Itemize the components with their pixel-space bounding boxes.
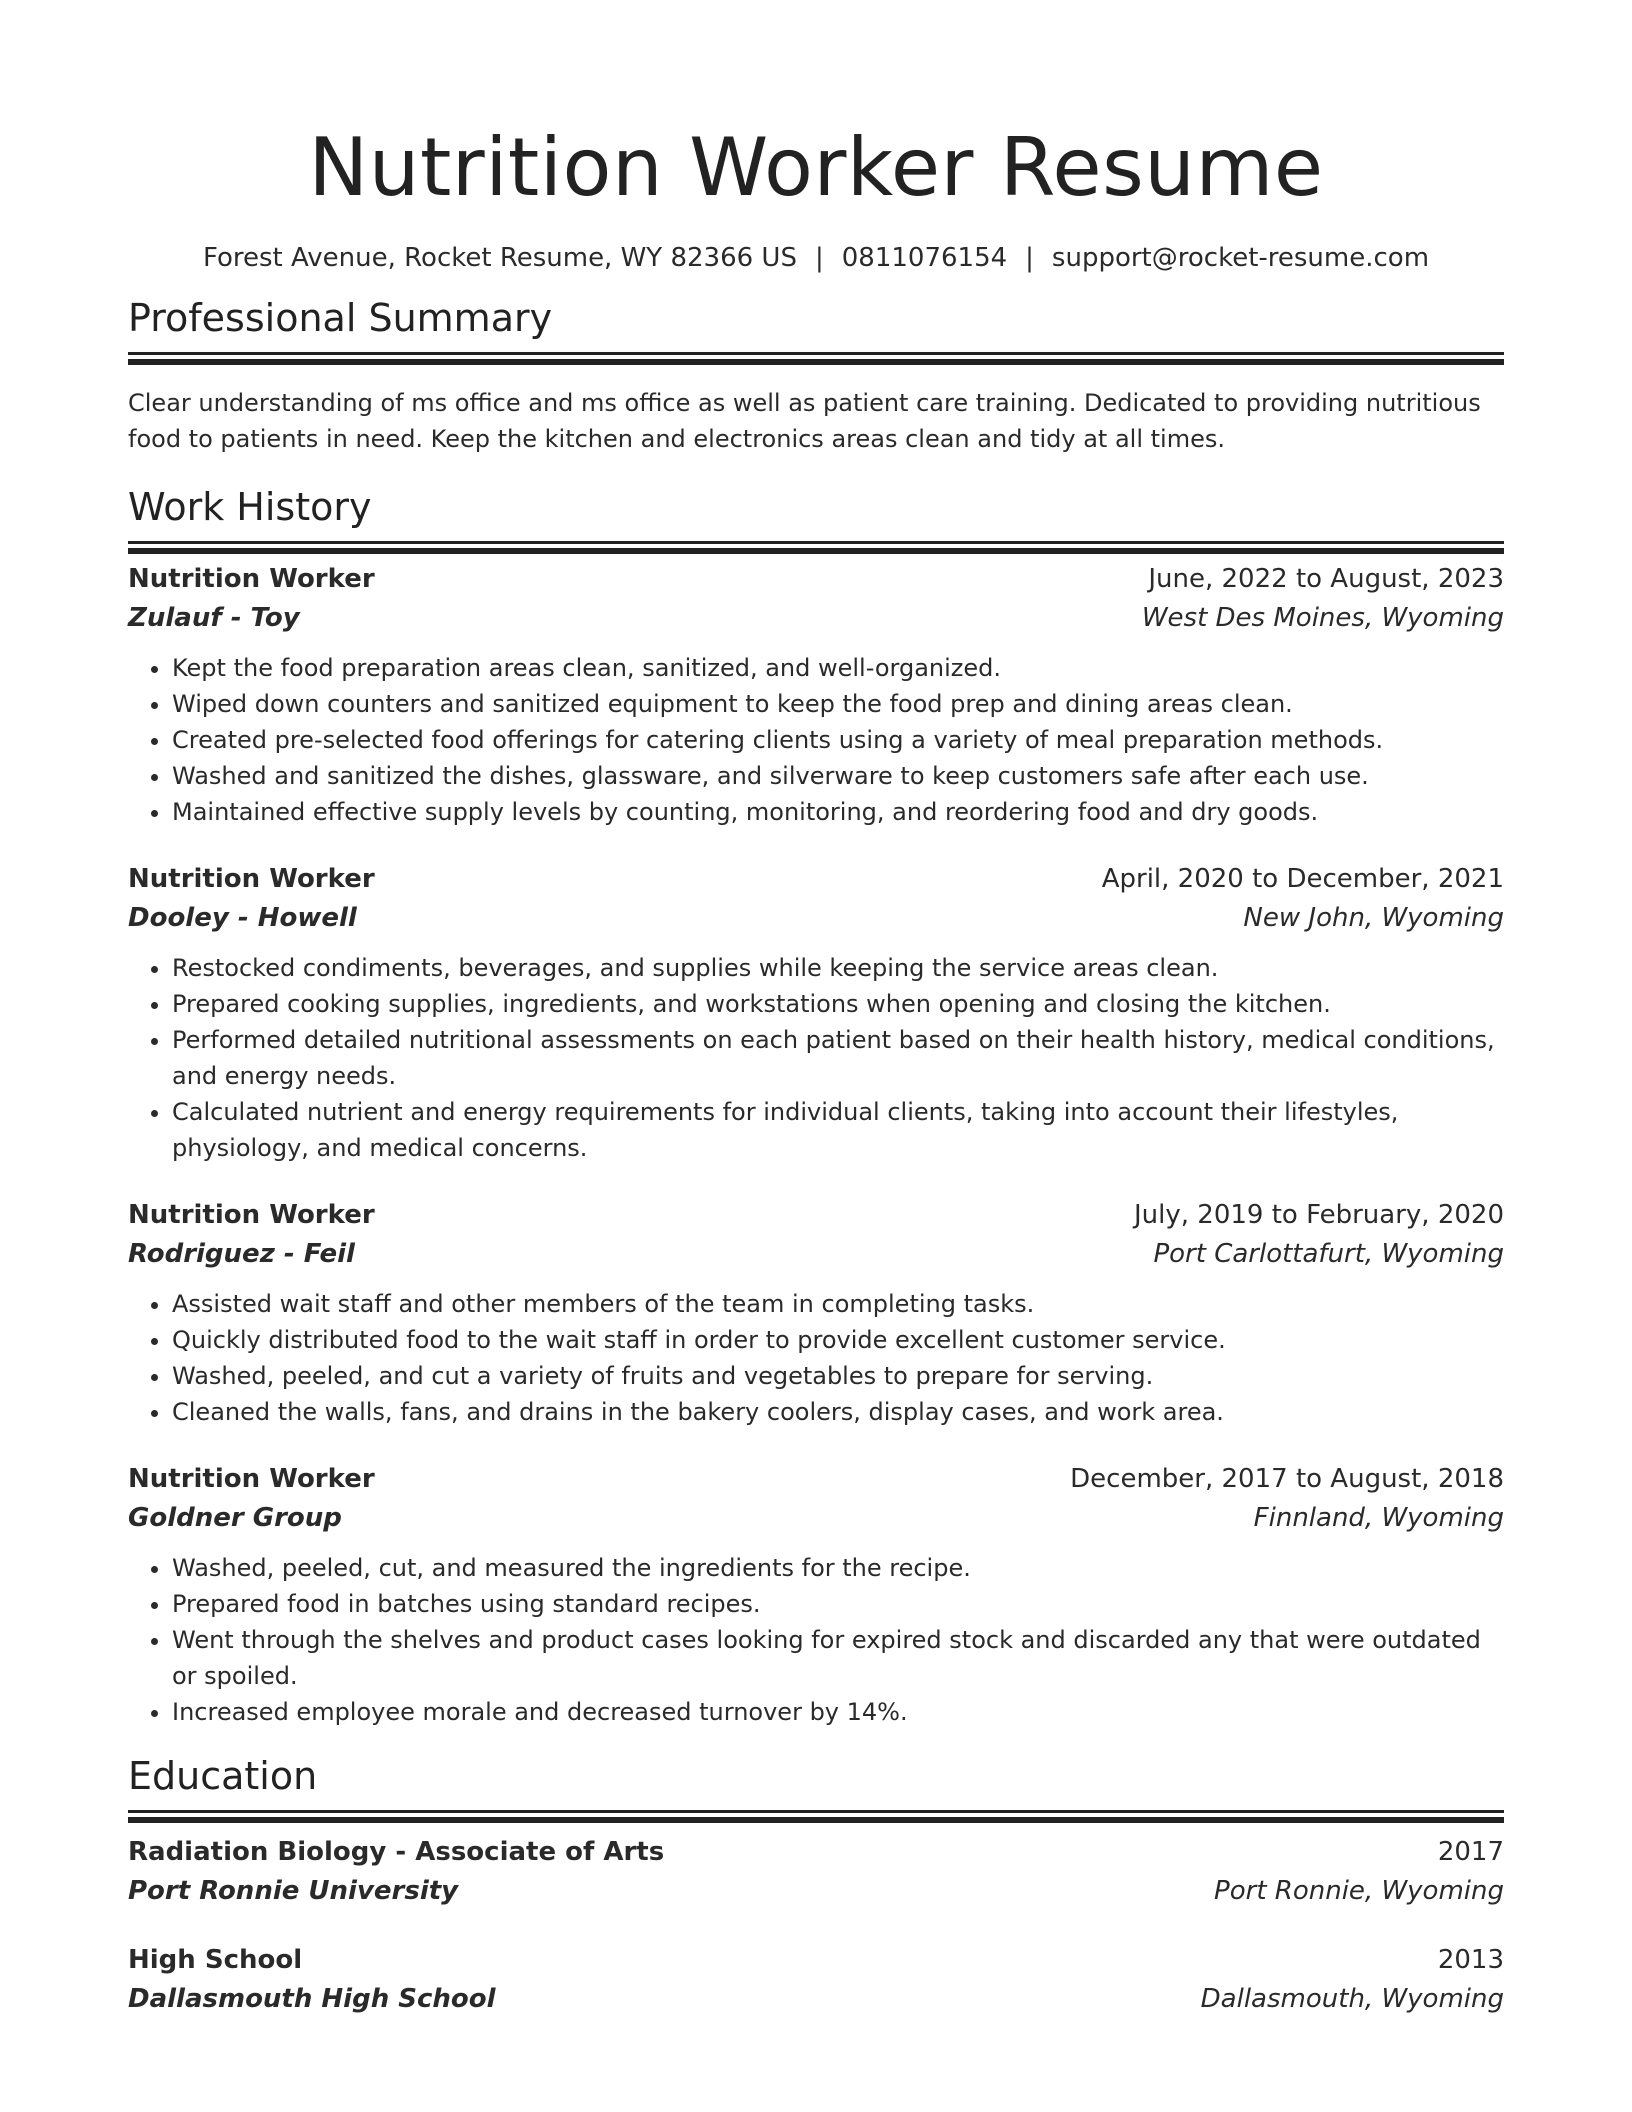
- job-location: West Des Moines, Wyoming: [1141, 603, 1504, 633]
- education-entry: [128, 1941, 1504, 2019]
- contact-phone: 0811076154: [841, 243, 1008, 273]
- list-item: • Washed, peeled, cut, and measured the ingredients for the recipe.: [172, 1550, 1504, 1586]
- education-list: [128, 1833, 1504, 2019]
- job-title: Nutrition Worker: [128, 1464, 375, 1494]
- education-location: Port Ronnie, Wyoming: [1214, 1876, 1504, 1906]
- education-school: Dallasmouth High School: [128, 1984, 496, 2014]
- job-company: Dooley - Howell: [128, 903, 357, 933]
- job-location: New John, Wyoming: [1243, 903, 1504, 933]
- contact-separator: |: [814, 243, 824, 273]
- list-item: • Calculated nutrient and energy requirements for individual clients, taking into account their lifestyles, physiology, and medical concerns.: [172, 1094, 1504, 1166]
- section-divider: [128, 352, 1504, 355]
- job-entry: [128, 1196, 1504, 1430]
- contact-separator: |: [1025, 243, 1034, 273]
- job-dates: July, 2019 to February, 2020: [1134, 1200, 1504, 1230]
- section-heading: Work History: [128, 485, 372, 529]
- education-degree: Radiation Biology - Associate of Arts: [128, 1837, 665, 1867]
- section-divider: [128, 1810, 1504, 1813]
- job-entry: [128, 860, 1504, 1166]
- list-item: • Quickly distributed food to the wait staff in order to provide excellent customer service.: [172, 1322, 1504, 1358]
- list-item: • Maintained effective supply levels by counting, monitoring, and reordering food and dry goods.: [172, 794, 1504, 830]
- page-title: Nutrition Worker Resume: [308, 121, 1324, 214]
- resume-page: [128, 0, 1504, 2019]
- list-item: • Washed and sanitized the dishes, glassware, and silverware to keep customers safe after each use.: [172, 758, 1504, 794]
- job-title: Nutrition Worker: [128, 864, 375, 894]
- section-heading: Education: [128, 1754, 318, 1798]
- job-location: Finnland, Wyoming: [1253, 1503, 1504, 1533]
- section-professional-summary: [128, 294, 1504, 457]
- job-title: Nutrition Worker: [128, 564, 375, 594]
- job-dates: June, 2022 to August, 2023: [1148, 564, 1504, 594]
- section-work-history: [128, 483, 1504, 1730]
- education-year: 2017: [1437, 1837, 1504, 1867]
- job-bullets: [128, 650, 1504, 830]
- job-location: Port Carlottafurt, Wyoming: [1153, 1239, 1504, 1269]
- section-education: [128, 1752, 1504, 2019]
- education-degree: High School: [128, 1945, 303, 1975]
- job-company: Goldner Group: [128, 1503, 342, 1533]
- job-company: Rodriguez - Feil: [128, 1239, 355, 1269]
- contact-line: [128, 240, 1504, 276]
- list-item: • Went through the shelves and product cases looking for expired stock and discarded any that were outdated or spoiled.: [172, 1622, 1504, 1694]
- list-item: • Restocked condiments, beverages, and supplies while keeping the service areas clean.: [172, 950, 1504, 986]
- job-bullets: [128, 1286, 1504, 1430]
- list-item: • Washed, peeled, and cut a variety of fruits and vegetables to prepare for serving.: [172, 1358, 1504, 1394]
- section-divider: [128, 541, 1504, 544]
- education-school: Port Ronnie University: [128, 1876, 459, 1906]
- education-location: Dallasmouth, Wyoming: [1200, 1984, 1504, 2014]
- summary-text: Clear understanding of ms office and ms office as well as patient care training. Dedicated to providing nutritious food to patients in need. Keep the kitchen and electronics areas clean and tidy at all times.: [128, 389, 1481, 453]
- list-item: • Increased employee morale and decreased turnover by 14%.: [172, 1694, 1504, 1730]
- job-company: Zulauf - Toy: [128, 603, 300, 633]
- education-year: 2013: [1437, 1945, 1504, 1975]
- list-item: • Kept the food preparation areas clean, sanitized, and well-organized.: [172, 650, 1504, 686]
- job-bullets: [128, 1550, 1504, 1730]
- list-item: • Prepared food in batches using standard recipes.: [172, 1586, 1504, 1622]
- list-item: • Cleaned the walls, fans, and drains in the bakery coolers, display cases, and work area.: [172, 1394, 1504, 1430]
- job-bullets: [128, 950, 1504, 1166]
- job-entry: [128, 560, 1504, 830]
- job-dates: December, 2017 to August, 2018: [1070, 1464, 1504, 1494]
- contact-address: Forest Avenue, Rocket Resume, WY 82366 US: [202, 243, 797, 273]
- education-entry: [128, 1833, 1504, 1911]
- list-item: • Assisted wait staff and other members of the team in completing tasks.: [172, 1286, 1504, 1322]
- contact-email: support@rocket-resume.com: [1051, 243, 1430, 273]
- list-item: • Prepared cooking supplies, ingredients, and workstations when opening and closing the kitchen.: [172, 986, 1504, 1022]
- job-list: [128, 560, 1504, 1730]
- list-item: • Created pre-selected food offerings for catering clients using a variety of meal preparation methods.: [172, 722, 1504, 758]
- job-dates: April, 2020 to December, 2021: [1101, 864, 1504, 894]
- list-item: • Performed detailed nutritional assessments on each patient based on their health history, medical conditions, and energy needs.: [172, 1022, 1504, 1094]
- section-heading: Professional Summary: [128, 296, 553, 340]
- job-entry: [128, 1460, 1504, 1730]
- list-item: • Wiped down counters and sanitized equipment to keep the food prep and dining areas clean.: [172, 686, 1504, 722]
- job-title: Nutrition Worker: [128, 1200, 375, 1230]
